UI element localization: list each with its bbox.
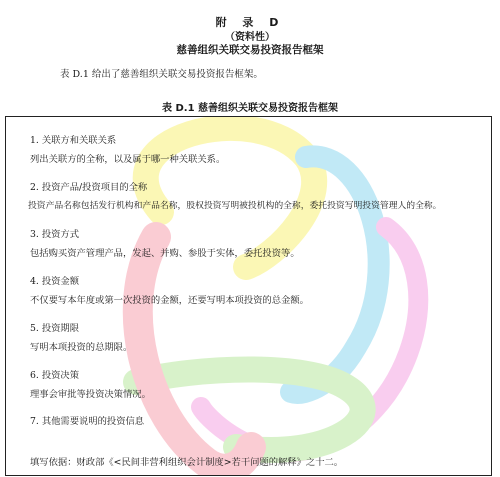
item-4-body: 不仅要写本年度或第一次投资的金额，还要写明本项投资的总金额。 xyxy=(30,295,309,306)
appendix-title: 慈善组织关联交易投资报告框架 xyxy=(176,44,324,56)
item-3-body: 包括购买资产管理产品，发起、并购、参股于实体，委托投资等。 xyxy=(30,248,300,259)
table-caption: 表 D.1 慈善组织关联交易投资报告框架 xyxy=(161,103,339,114)
appendix-nature: （资料性） xyxy=(225,32,275,43)
item-6-title: 6. 投资决策 xyxy=(30,370,80,381)
item-5-body: 写明本项投资的总期限。 xyxy=(30,342,133,353)
item-2-title: 2. 投资产品/投资项目的全称 xyxy=(30,182,148,193)
item-2-body: 投资产品名称包括发行机构和产品名称，股权投资写明被投机构的全称，委托投资写明投资管理人的全称。 xyxy=(28,201,442,211)
framework-table xyxy=(5,116,492,476)
item-4-title: 4. 投资金额 xyxy=(30,276,80,287)
item-1-body: 列出关联方的全称，以及属于哪一种关联关系。 xyxy=(30,154,226,165)
item-1-title: 1. 关联方和关联关系 xyxy=(30,135,117,146)
basis-note: 填写依据：财政部《<民间非营利组织会计制度>若干问题的解释》之十二。 xyxy=(30,457,344,468)
item-3-title: 3. 投资方式 xyxy=(30,229,80,240)
item-6-body: 理事会审批等投资决策情况。 xyxy=(30,389,151,400)
appendix-heading: 附 录 D xyxy=(215,16,285,29)
item-5-title: 5. 投资期限 xyxy=(30,323,80,334)
intro-paragraph: 表 D.1 给出了慈善组织关联交易投资报告框架。 xyxy=(60,69,263,80)
item-7-title: 7. 其他需要说明的投资信息 xyxy=(30,416,145,427)
